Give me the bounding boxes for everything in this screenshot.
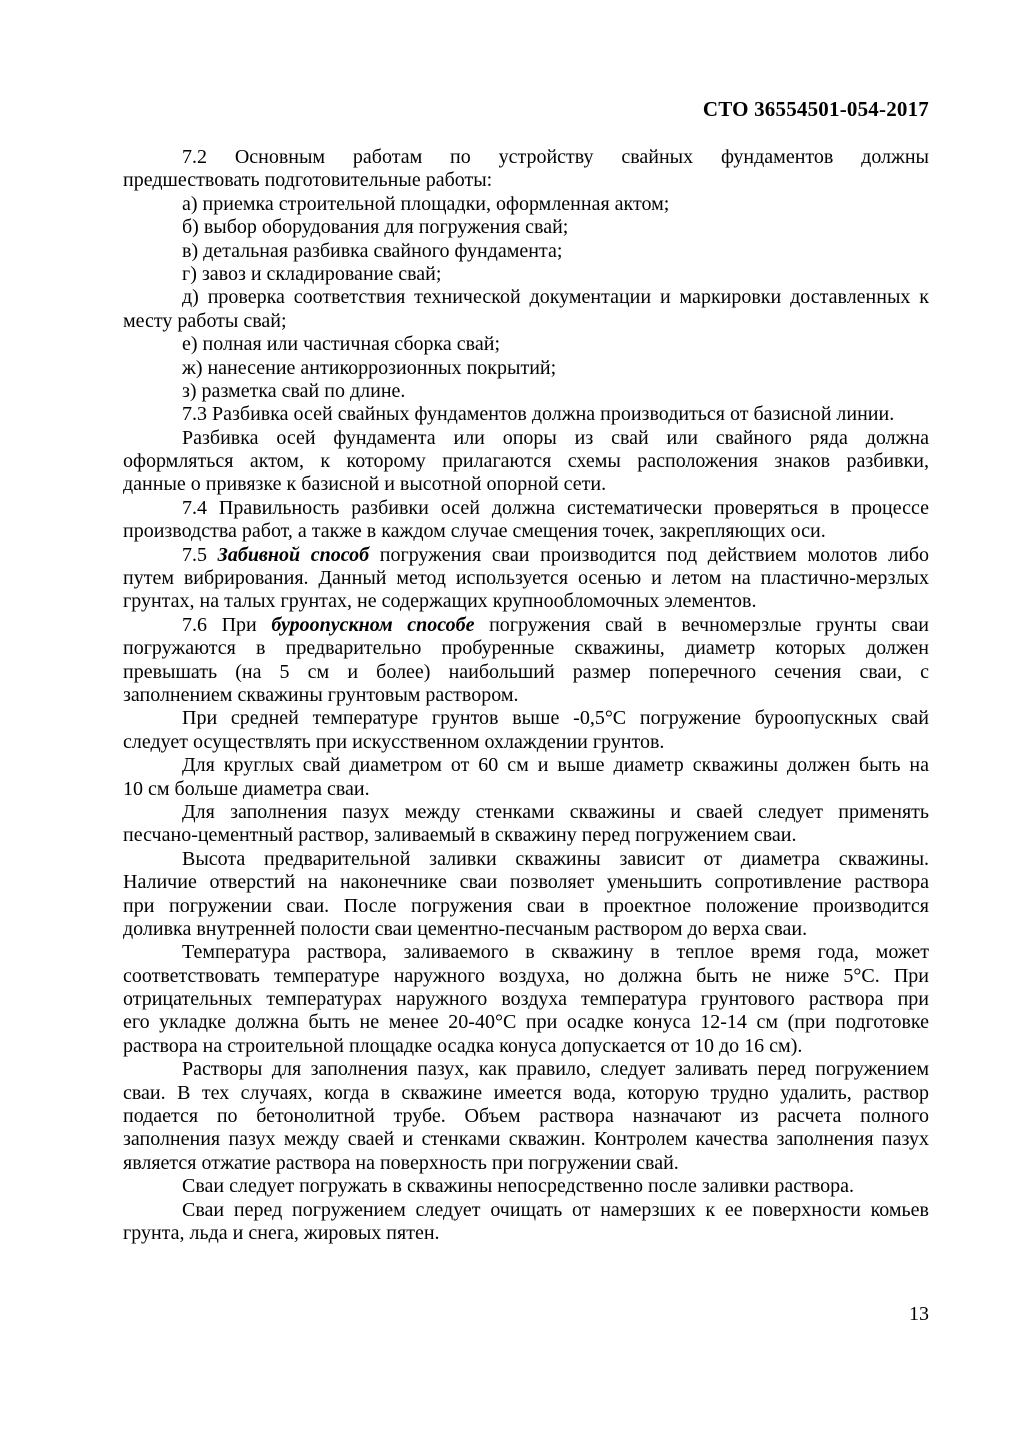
text-run: 7.3 Разбивка осей свайных фундаментов должна производиться от базисной линии. — [182, 403, 895, 426]
text-run: а) приемка строительной площадки, оформленная актом; — [182, 192, 670, 215]
text-line — [123, 473, 929, 496]
text-run: 10 см больше диаметра сваи. — [123, 777, 370, 800]
text-run: раствора на строительной площадке осадка конуса допускается от 10 до 16 см). — [123, 1034, 803, 1057]
text-run: подается по бетонолитной трубе. Объем раствора назначают из расчета полного — [123, 1105, 929, 1128]
text-line — [123, 567, 929, 590]
text-run: песчано-цементный раствор, заливаемый в скважину перед погружением сваи. — [123, 824, 797, 847]
para-vysota-zalivki — [123, 848, 929, 942]
text-run: Для круглых свай диаметром от 60 см и выше диаметр скважины должен быть на — [182, 754, 929, 777]
text-run: погружения свай в вечномерзлые грунты сваи — [474, 613, 929, 636]
text-line — [123, 286, 929, 309]
text-line — [123, 1152, 929, 1175]
text-line — [123, 193, 929, 216]
text-line — [123, 380, 929, 403]
text-run: Наличие отверстий на наконечнике сваи позволяет уменьшить сопротивление раствора — [123, 871, 929, 894]
para-svai-ochishhat — [123, 1199, 929, 1246]
text-line — [123, 988, 929, 1011]
text-line — [123, 661, 929, 684]
text-line — [123, 965, 929, 988]
text-line — [123, 871, 929, 894]
text-run: заполнением скважины грунтовым раствором. — [123, 683, 519, 706]
text-run: Растворы для заполнения пазух, как правило, следует заливать перед погружением — [182, 1058, 929, 1081]
text-line — [123, 1222, 929, 1245]
text-line — [123, 848, 929, 871]
para-7-4 — [123, 497, 929, 544]
text-line — [123, 403, 929, 426]
text-run: соответствовать температуре наружного воздуха, но должна быть не ниже 5°С. При — [123, 964, 929, 987]
text-line — [123, 146, 929, 169]
text-line — [123, 895, 929, 918]
list-item-b — [123, 216, 929, 239]
para-7-3 — [123, 403, 929, 426]
text-run: з) разметка свай по длине. — [182, 379, 406, 402]
text-line — [123, 1011, 929, 1034]
text-run: в) детальная разбивка свайного фундамента; — [182, 239, 563, 262]
para-7-5 — [123, 544, 929, 614]
page-number: 13 — [909, 1303, 929, 1325]
text-line — [123, 427, 929, 450]
text-line — [123, 731, 929, 754]
text-line — [123, 357, 929, 380]
text-run: сваи. В тех случаях, когда в скважине имеется вода, которую трудно удалить, раствор — [123, 1081, 929, 1104]
text-line — [123, 544, 929, 567]
para-7-2 — [123, 146, 929, 193]
text-run: превышать (на 5 см и более) наибольший размер поперечного сечения сваи, с — [123, 660, 929, 683]
text-run: при погружении сваи. После погружения сваи в проектное положение производится — [123, 894, 929, 917]
text-run: д) проверка соответствия технической документации и маркировки доставленных к — [182, 286, 929, 309]
text-line — [123, 1105, 929, 1128]
text-line — [123, 614, 929, 637]
text-line — [123, 216, 929, 239]
list-item-d — [123, 286, 929, 333]
text-line — [123, 263, 929, 286]
text-run: погружения сваи производится под действием молотов либо — [369, 543, 929, 566]
list-item-z — [123, 380, 929, 403]
para-kruglyh-svaj — [123, 754, 929, 801]
text-line — [123, 684, 929, 707]
text-run: Сваи следует погружать в скважины непосредственно после заливки раствора. — [182, 1175, 855, 1198]
text-line — [123, 450, 929, 473]
text-run: При средней температуре грунтов выше -0,5°С погружение буроопускных свай — [182, 707, 929, 730]
text-line — [123, 637, 929, 660]
text-run: погружаются в предварительно пробуренные скважины, диаметр которых должен — [123, 637, 929, 660]
text-line — [123, 590, 929, 613]
para-zapolnenija-pazuh — [123, 801, 929, 848]
text-line — [123, 707, 929, 730]
text-run: предшествовать подготовительные работы: — [123, 169, 493, 192]
para-svai-pogruzhat — [123, 1175, 929, 1198]
text-line — [123, 497, 929, 520]
text-run: его укладке должна быть не менее 20-40°С при осадке конуса 12-14 см (при подготовке — [123, 1011, 929, 1034]
text-run: грунтах, на талых грунтах, не содержащих крупнообломочных элементов. — [123, 590, 757, 613]
text-line — [123, 941, 929, 964]
para-temperatura-rastvora — [123, 941, 929, 1058]
text-run: отрицательных температурах наружного воздуха температура грунтового раствора при — [123, 988, 929, 1011]
text-line — [123, 918, 929, 941]
list-item-a — [123, 193, 929, 216]
text-run: 7.5 — [182, 543, 218, 566]
text-run: производства работ, а также в каждом случае смещения точек, закрепляющих оси. — [123, 520, 826, 543]
text-run: 7.6 При — [182, 613, 272, 636]
text-run: б) выбор оборудования для погружения свай; — [182, 216, 569, 239]
text-run: следует осуществлять при искусственном охлаждении грунтов. — [123, 730, 665, 753]
text-line — [123, 1058, 929, 1081]
emphasized-term: Забивной способ — [217, 543, 370, 566]
text-line — [123, 801, 929, 824]
list-item-e — [123, 333, 929, 356]
text-line — [123, 520, 929, 543]
text-run: 7.4 Правильность разбивки осей должна систематически проверяться в процессе — [182, 496, 929, 519]
para-7-6 — [123, 614, 929, 708]
para-rastvory-dlja-pazuh — [123, 1058, 929, 1175]
text-line — [123, 310, 929, 333]
text-line — [123, 1199, 929, 1222]
list-item-g — [123, 263, 929, 286]
text-run: г) завоз и складирование свай; — [182, 262, 442, 285]
text-run: Для заполнения пазух между стенками скважины и сваей следует применять — [182, 800, 929, 823]
text-run: путем вибрирования. Данный метод используется осенью и летом на пластично-мерзлых — [123, 567, 929, 590]
text-line — [123, 333, 929, 356]
text-line — [123, 824, 929, 847]
text-line — [123, 1082, 929, 1105]
list-item-zh — [123, 357, 929, 380]
list-item-v — [123, 240, 929, 263]
text-line — [123, 778, 929, 801]
text-run: Температура раствора, заливаемого в скважину в теплое время года, может — [182, 941, 929, 964]
text-line — [123, 1035, 929, 1058]
text-run: 7.2 Основным работам по устройству свайных фундаментов должны — [182, 146, 929, 168]
emphasized-term: буроопускном способе — [271, 613, 475, 636]
text-run: месту работы свай; — [123, 309, 287, 332]
text-run: Разбивка осей фундамента или опоры из свай или свайного ряда должна — [182, 426, 929, 449]
text-line — [123, 1175, 929, 1198]
text-run: грунта, льда и снега, жировых пятен. — [123, 1221, 440, 1244]
document-code-header: СТО 36554501-054-2017 — [702, 97, 929, 121]
text-line — [123, 1128, 929, 1151]
text-run: заполнения пазух между сваей и стенками скважин. Контролем качества заполнения пазух — [123, 1128, 929, 1151]
text-run: ж) нанесение антикоррозионных покрытий; — [182, 356, 557, 379]
para-razbivka-osej — [123, 427, 929, 497]
text-line — [123, 754, 929, 777]
text-line — [123, 240, 929, 263]
text-run: оформляться актом, к которому прилагаются схемы расположения знаков разбивки, — [123, 450, 929, 473]
text-run: доливка внутренней полости сваи цементно-песчаным раствором до верха сваи. — [123, 917, 808, 940]
document-body — [123, 146, 929, 1245]
text-run: е) полная или частичная сборка свай; — [182, 333, 500, 356]
text-run: Сваи перед погружением следует очищать от намерзших к ее поверхности комьев — [182, 1198, 929, 1221]
para-srednej-temperature — [123, 707, 929, 754]
text-run: Высота предварительной заливки скважины зависит от диаметра скважины. — [182, 847, 929, 870]
text-run: является отжатие раствора на поверхность при погружении свай. — [123, 1151, 679, 1174]
text-line — [123, 169, 929, 192]
text-run: данные о привязке к базисной и высотной опорной сети. — [123, 473, 607, 496]
